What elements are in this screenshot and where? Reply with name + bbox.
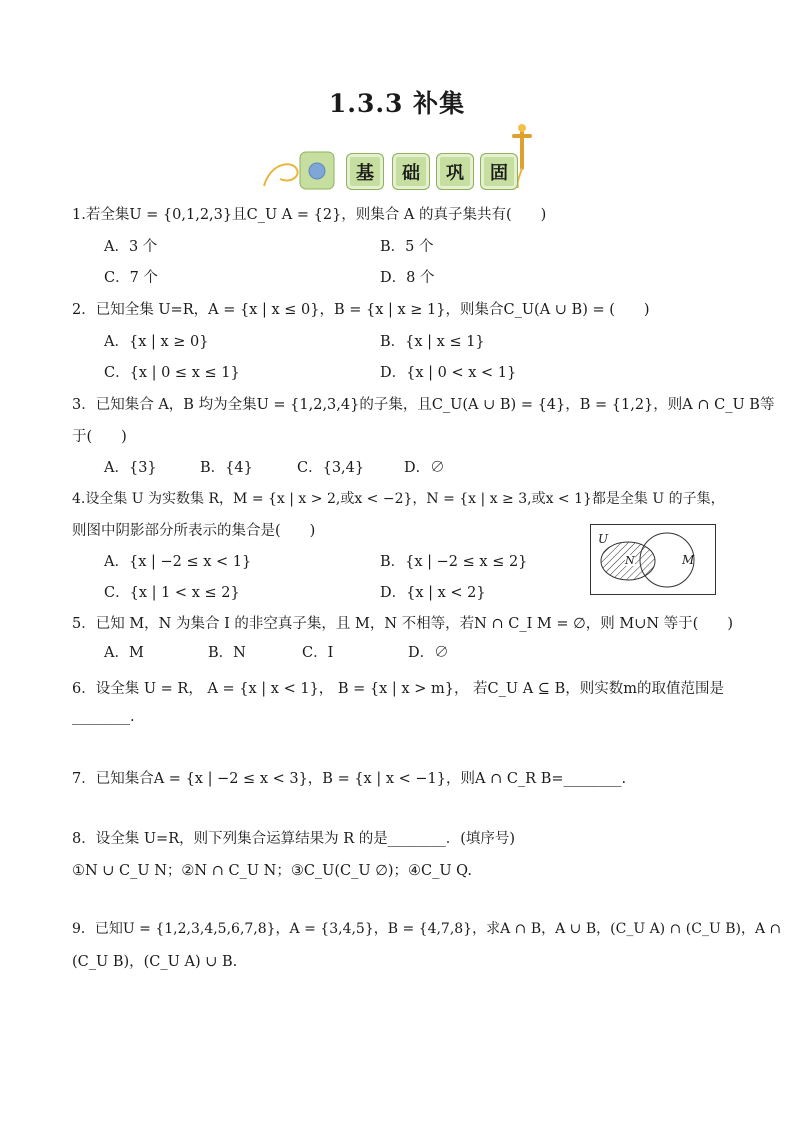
question-1-option-c: C．7 个 [104, 270, 158, 286]
question-1-option-d: D．8 个 [380, 270, 435, 286]
question-4-stem-line-2: 则图中阴影部分所表示的集合是( ) [72, 523, 316, 539]
question-3-stem-line-2: 于( ) [72, 429, 127, 445]
venn-label-m: M [682, 553, 695, 567]
venn-label-n: N [625, 554, 635, 567]
question-2-stem: 2．已知全集 U=R，A = {x | x ≤ 0}，B = {x | x ≥ 1}，则集合C_U(A ∪ B) = ( ) [72, 302, 650, 318]
question-2-option-d: D．{x | 0 < x < 1} [380, 365, 517, 381]
question-2-option-b: B．{x | x ≤ 1} [380, 334, 485, 350]
banner-char-4: 固 [480, 153, 518, 190]
venn-diagram [590, 524, 716, 595]
question-8-stem-line-2: ①N ∪ C_U N；②N ∩ C_U N；③C_U(C_U ∅)；④C_U Q. [72, 863, 472, 879]
question-1-option-b: B．5 个 [380, 239, 434, 255]
question-5-option-c: C．I [302, 645, 334, 661]
banner-char-1: 基 [346, 153, 384, 190]
question-5-option-d: D．∅ [408, 645, 449, 661]
question-4-option-c: C．{x | 1 < x ≤ 2} [104, 585, 240, 601]
question-3-option-a: A．{3} [104, 460, 157, 476]
question-3-option-d: D．∅ [404, 460, 445, 476]
question-6-stem-line-2: ________. [72, 709, 135, 725]
question-2-option-c: C．{x | 0 ≤ x ≤ 1} [104, 365, 240, 381]
question-2-option-a: A．{x | x ≥ 0} [104, 334, 209, 350]
venn-label-u: U [598, 532, 609, 546]
question-8-stem-line-1: 8．设全集 U=R，则下列集合运算结果为 R 的是________．(填序号) [72, 831, 516, 847]
question-5-stem: 5．已知 M，N 为集合 I 的非空真子集，且 M，N 不相等，若N ∩ C_I M = ∅，则 M∪N 等于( ) [72, 616, 733, 632]
question-3-stem-line-1: 3．已知集合 A，B 均为全集U = {1,2,3,4}的子集，且C_U(A ∪ B) = {4}，B = {1,2}，则A ∩ C_U B等 [72, 397, 775, 413]
question-1-stem: 1.若全集U = {0,1,2,3}且C_U A = {2}，则集合 A 的真子集共有( ) [72, 207, 547, 223]
section-banner [260, 124, 540, 194]
question-1-option-a: A．3 个 [104, 239, 158, 255]
question-3-option-c: C．{3,4} [297, 460, 365, 476]
banner-char-2: 础 [392, 153, 430, 190]
question-3-option-b: B．{4} [200, 460, 253, 476]
page-title: 1.3.3 补集 [328, 89, 466, 118]
question-4-option-d: D．{x | x < 2} [380, 585, 486, 601]
question-5-option-a: A．M [104, 645, 144, 661]
venn-diagram-icon [590, 524, 716, 595]
question-6-stem-line-1: 6．设全集 U = R， A = {x | x < 1}， B = {x | x > m}， 若C_U A ⊆ B，则实数m的取值范围是 [72, 681, 724, 697]
question-5-option-b: B．N [208, 645, 246, 661]
question-7-stem: 7．已知集合A = {x | −2 ≤ x < 3}，B = {x | x < −1}，则A ∩ C_R B=________. [72, 771, 627, 787]
banner-char-3: 巩 [436, 153, 474, 190]
question-4-stem-line-1: 4.设全集 U 为实数集 R，M = {x | x > 2,或x < −2}，N = {x | x ≥ 3,或x < 1}都是全集 U 的子集， [72, 491, 725, 507]
question-4-option-b: B．{x | −2 ≤ x ≤ 2} [380, 554, 528, 570]
question-9-stem-line-2: (C_U B)，(C_U A) ∪ B. [72, 954, 238, 970]
question-4-option-a: A．{x | −2 ≤ x < 1} [104, 554, 252, 570]
question-9-stem-line-1: 9．已知U = {1,2,3,4,5,6,7,8}，A = {3,4,5}，B = {4,7,8}，求A ∩ B，A ∪ B，(C_U A) ∩ (C_U B)，A ∩ [72, 921, 782, 937]
